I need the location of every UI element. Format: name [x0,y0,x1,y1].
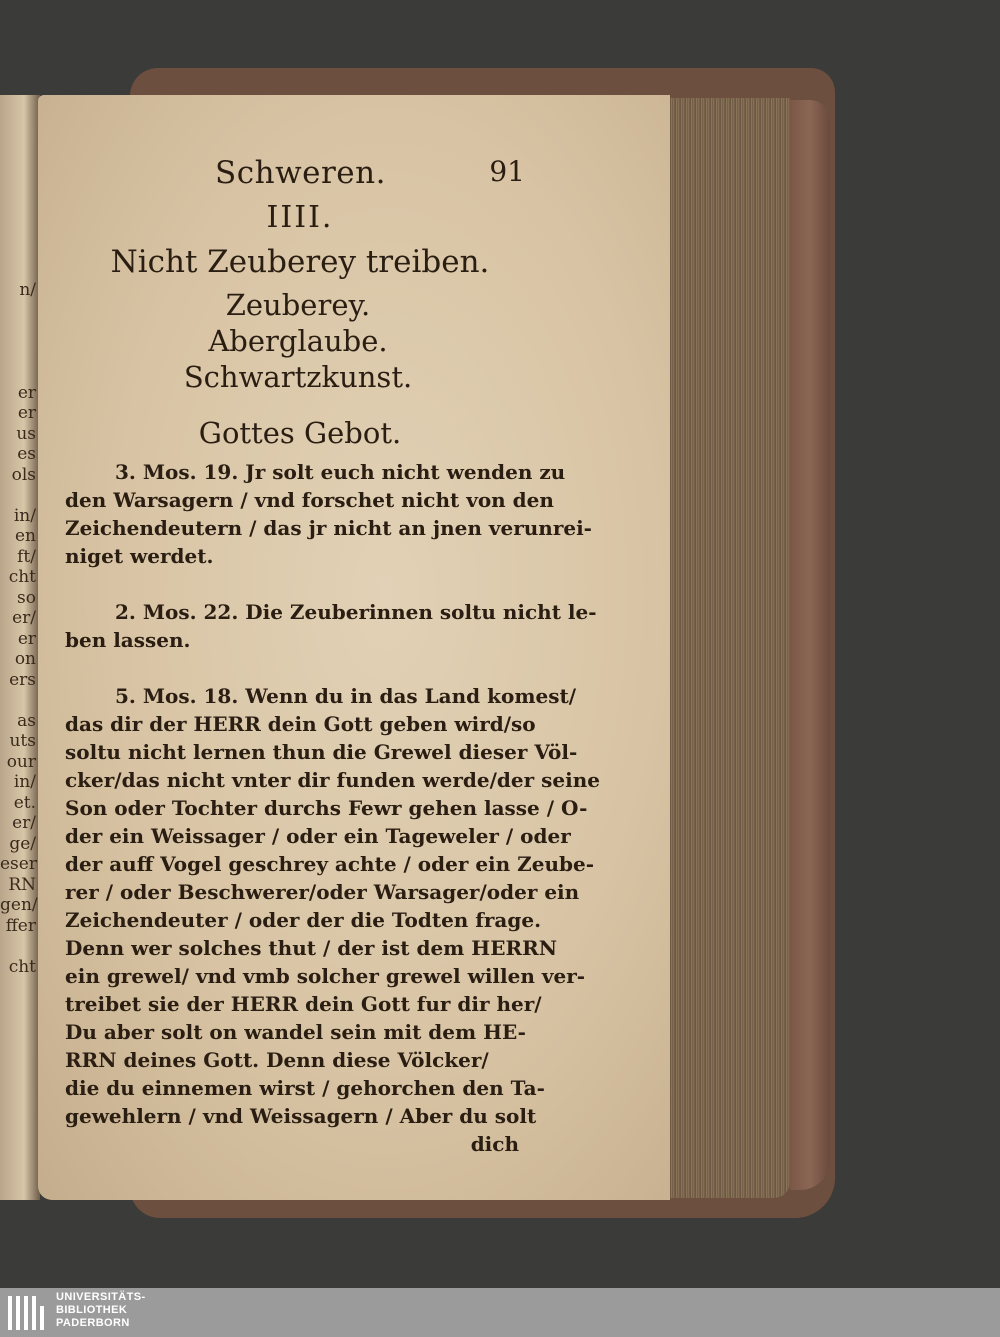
left-page-fragment: er/ [12,608,36,628]
library-name-line: BIBLIOTHEK [56,1304,128,1316]
library-name-line: UNIVERSITÄTS- [56,1291,146,1303]
left-page-fragment [0,301,36,322]
left-page-fragment: on [14,649,36,669]
text-line: 5. Mos. 18. Wenn du in das Land komest/ [115,684,577,708]
section-heading: Gottes Gebot. [198,416,402,450]
left-page-fragment: er [17,382,36,403]
page-header [65,150,525,200]
library-logo-icon [6,1294,46,1332]
left-page-fragment: er [17,628,36,649]
left-page-text-fragments [0,280,36,977]
left-page-fragment: ers [9,669,36,690]
text-line: die du einnemen wirst / gehorchen den Ta- [65,1076,545,1100]
left-page-fragment: our [6,751,36,772]
left-page-fragment: in/ [13,505,36,526]
running-head: Schweren. [215,155,386,191]
left-page-fragment [0,690,36,711]
topic-line: Aberglaube. [208,324,388,358]
left-page-fragment: cht [8,956,36,977]
library-name-line: PADERBORN [56,1317,130,1329]
text-line: das dir der HERR dein Gott geben wird/so [65,712,536,736]
left-page-fragment: ge/ [9,833,36,854]
left-page-fragment: eser [0,854,37,874]
text-line: treibet sie der HERR dein Gott fur dir her/ [65,992,542,1016]
chapter-numeral: IIII. [266,200,334,235]
cover-edge [790,100,830,1190]
text-line: soltu nicht lernen thun die Grewel dieser Völ- [65,740,578,764]
left-page-fragment: er/ [12,813,36,833]
left-page-fragment: in/ [13,772,36,792]
text-line: ben lassen. [65,628,191,652]
text-line: ein grewel/ vnd vmb solcher grewel willen ver- [65,964,586,988]
left-page-fragment: cht [8,567,36,587]
left-page-fragment [0,485,36,506]
library-footer [0,1288,1000,1337]
text-line: der ein Weissager / oder ein Tageweler / oder [65,824,571,848]
left-page-fragment: er [17,403,36,423]
scripture-paragraphs [65,458,600,1130]
topic-line: Zeuberey. [225,288,371,322]
left-page-fragment: uts [9,731,36,751]
text-line: RRN deines Gott. Denn diese Völcker/ [65,1048,489,1072]
text-line: der auff Vogel geschrey achte / oder ein Zeube- [65,852,595,876]
page-text [65,150,600,1158]
left-page-fragment: as [17,710,36,731]
left-page-fragment [0,321,36,342]
left-page-fragment [0,362,36,383]
text-line: Du aber solt on wandel sein mit dem HE- [65,1020,526,1044]
page-number: 91 [489,155,525,188]
left-page-fragment: so [17,587,36,608]
left-page-fragment [0,936,36,957]
left-page-fragment: et. [13,792,36,813]
chapter-title: Nicht Zeuberey treiben. [110,244,490,280]
left-page-fragment: es [17,444,36,464]
left-page-fragment: RN [8,874,36,895]
text-line: 3. Mos. 19. Jr solt euch nicht wenden zu [115,460,566,484]
library-name [56,1291,146,1330]
text-line: Denn wer solches thut / der ist dem HERRN [65,936,557,960]
text-line: Zeichendeutern / das jr nicht an jnen verunrei- [65,516,592,540]
text-line: den Warsagern / vnd forschet nicht von den [65,488,554,512]
left-page-fragment: gen/ [0,895,38,915]
left-page-fragment: ft/ [17,546,36,567]
text-line: gewehlern / vnd Weissagern / Aber du solt [65,1104,537,1128]
left-page-fragment: ols [11,464,36,485]
text-line: Son oder Tochter durchs Fewr gehen lasse / O- [65,796,588,820]
text-line: niget werdet. [65,544,214,568]
text-line: 2. Mos. 22. Die Zeuberinnen soltu nicht le- [115,600,597,624]
paragraph-gap [65,654,525,682]
paragraph-gap [65,570,525,598]
left-page-fragment: ffer [5,915,36,936]
text-line: Zeichendeuter / oder der die Todten frage. [65,908,542,932]
left-page-fragment [0,342,36,363]
left-page-fragment: us [16,423,36,444]
text-line: cker/das nicht vnter dir funden werde/der seine [65,768,600,792]
left-page-fragment: n/ [19,280,36,300]
catchword: dich [470,1132,519,1156]
left-page [0,95,40,1200]
topic-line: Schwartzkunst. [183,360,413,394]
text-line: rer / oder Beschwerer/oder Warsager/oder ein [65,880,580,904]
left-page-fragment: en [14,526,36,546]
page-edges [662,98,790,1198]
